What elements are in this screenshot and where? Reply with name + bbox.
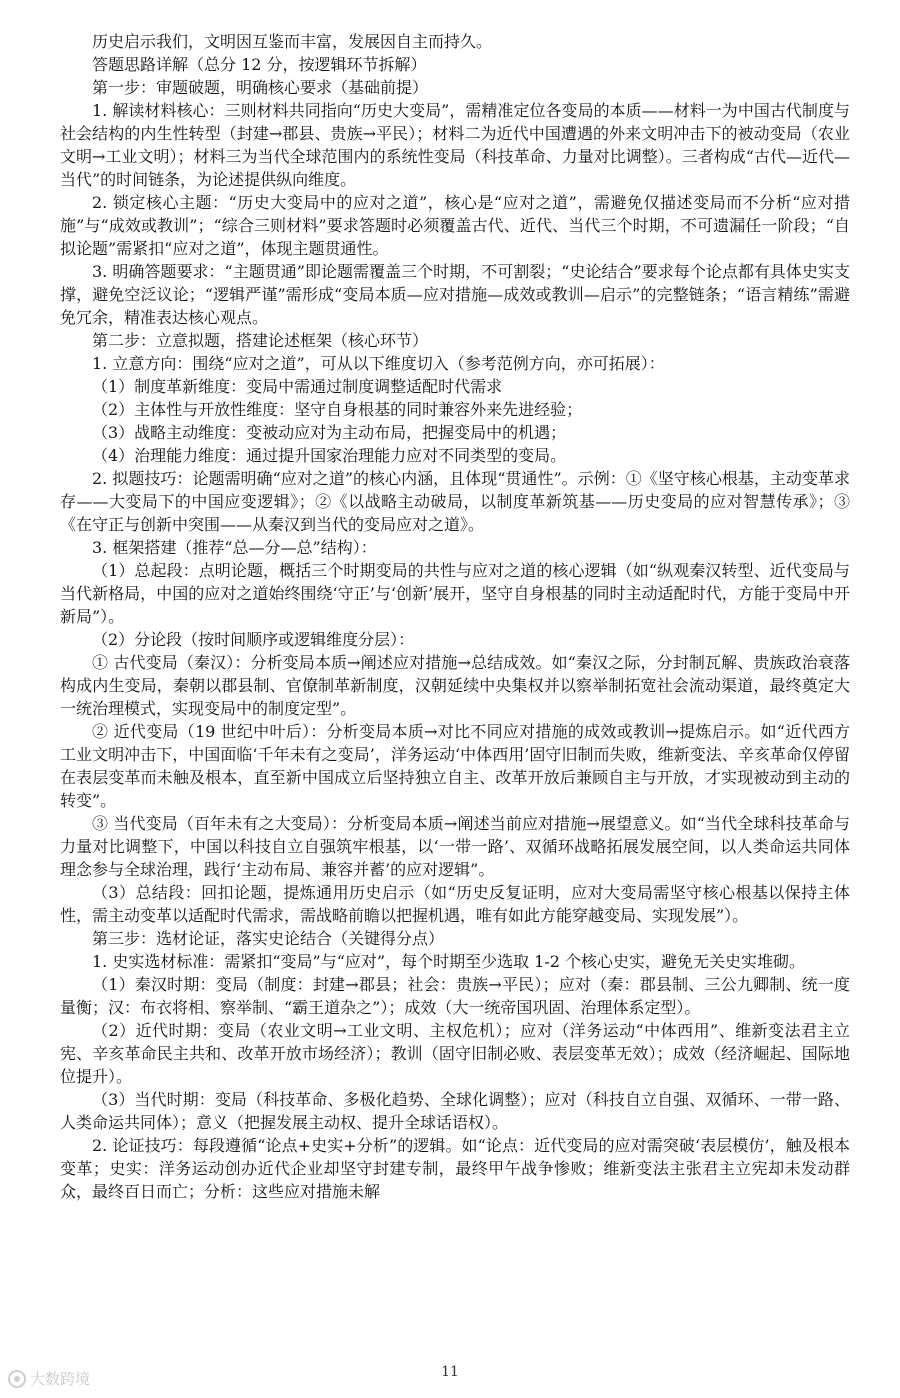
paragraph: 2. 拟题技巧：论题需明确“应对之道”的核心内涵，且体现“贯通性”。示例：①《坚守核心根基，主动变革求存——大变局下的中国应变逻辑》；②《以战略主动破局，以制度革新筑基——历史变局的应对智慧传承》；③《在守正与创新中突围——从秦汉到当代的变局应对之道》。 xyxy=(60,469,850,534)
paragraph: （1）制度革新维度：变局中需通过制度调整适配时代需求 xyxy=(92,377,503,396)
watermark-text: 大数跨境 xyxy=(30,1370,91,1388)
document-body xyxy=(60,30,850,1203)
paragraph: （1）总起段：点明论题，概括三个时期变局的共性与应对之道的核心逻辑（如“纵观秦汉转型、近代变局与当代新格局，中国的应对之道始终围绕‘守正’与‘创新’展开，坚守自身根基的同时主动适配时代，方能于变局中开新局”）。 xyxy=(60,561,850,626)
paragraph: （2）主体性与开放性维度：坚守自身根基的同时兼容外来先进经验； xyxy=(92,400,583,419)
paragraph: 2. 论证技巧：每段遵循“论点+史实+分析”的逻辑。如“论点：近代变局的应对需突破‘表层模仿’，触及根本变革；史实：洋务运动创办近代企业却坚守封建专制，最终甲午战争惨败；维新变法主张君主立宪却未发动群众，最终百日而亡；分析：这些应对措施未解 xyxy=(60,1136,850,1201)
paragraph: （3）当代时期：变局（科技革命、多极化趋势、全球化调整）；应对（科技自立自强、双循环、一带一路、人类命运共同体）；意义（把握发展主动权、提升全球话语权）。 xyxy=(60,1090,850,1132)
paragraph: ① 古代变局（秦汉）：分析变局本质→阐述应对措施→总结成效。如“秦汉之际，分封制瓦解、贵族政治衰落构成内生变局，秦朝以郡县制、官僚制革新制度，汉朝延续中央集权并以察举制拓宽社会流动渠道，最终奠定大一统治理模式，实现变局中的制度定型”。 xyxy=(60,653,850,718)
watermark xyxy=(8,1368,90,1389)
paragraph: （2）分论段（按时间顺序或逻辑维度分层）： xyxy=(92,630,415,649)
paragraph: 3. 框架搭建（推荐“总—分—总”结构）： xyxy=(92,538,377,557)
paragraph: ② 近代变局（19 世纪中叶后）：分析变局本质→对比不同应对措施的成效或教训→提炼启示。如“近代西方工业文明冲击下，中国面临‘千年未有之变局’，洋务运动‘中体西用’固守旧制而失败，维新变法、辛亥革命仅停留在表层变革而未触及根本，直至新中国成立后坚持独立自主、改革开放后兼顾自主与开放，才实现被动到主动的转变”。 xyxy=(60,722,850,810)
paragraph: （1）秦汉时期：变局（制度：封建→郡县；社会：贵族→平民）；应对（秦：郡县制、三公九卿制、统一度量衡；汉：布衣将相、察举制、“霸王道杂之”）；成效（大一统帝国巩固、治理体系定型）。 xyxy=(60,975,850,1017)
paragraph: 1. 解读材料核心：三则材料共同指向“历史大变局”，需精准定位各变局的本质——材料一为中国古代制度与社会结构的内生性转型（封建→郡县、贵族→平民）；材料二为近代中国遭遇的外来文明冲击下的被动变局（农业文明→工业文明）；材料三为当代全球范围内的系统性变局（科技革命、力量对比调整）。三者构成“古代—近代—当代”的时间链条，为论述提供纵向维度。 xyxy=(60,101,850,189)
paragraph: 历史启示我们，文明因互鉴而丰富，发展因自主而持久。 xyxy=(92,32,493,51)
paragraph: 3. 明确答题要求：“主题贯通”即论题需覆盖三个时期，不可割裂；“史论结合”要求每个论点都有具体史实支撑，避免空泛议论；“逻辑严谨”需形成“变局本质—应对措施—成效或教训—启示”的完整链条；“语言精练”需避免冗余，精准表达核心观点。 xyxy=(60,262,850,327)
paragraph: （2）近代时期：变局（农业文明→工业文明、主权危机）；应对（洋务运动“中体西用”、维新变法君主立宪、辛亥革命民主共和、改革开放市场经济）；教训（固守旧制必败、表层变革无效）；成效（经济崛起、国际地位提升）。 xyxy=(60,1021,850,1086)
paragraph: （3）战略主动维度：变被动应对为主动布局，把握变局中的机遇； xyxy=(92,423,567,442)
section-heading: 第三步：选材论证，落实史论结合（关键得分点） xyxy=(92,929,445,948)
paragraph: （4）治理能力维度：通过提升国家治理能力应对不同类型的变局。 xyxy=(92,446,567,465)
section-heading: 答题思路详解（总分 12 分，按逻辑环节拆解） xyxy=(92,55,427,74)
section-heading: 第二步：立意拟题，搭建论述框架（核心环节） xyxy=(92,331,429,350)
paragraph: 1. 史实选材标准：需紧扣“变局”与“应对”，每个时期至少选取 1-2 个核心史实，避免无关史实堆砌。 xyxy=(92,952,806,971)
paragraph: 2. 锁定核心主题：“历史大变局中的应对之道”，核心是“应对之道”，需避免仅描述变局而不分析“应对措施”与“成效或教训”；“综合三则材料”要求答题时必须覆盖古代、近代、当代三个时期，不可遗漏任一阶段；“自拟论题”需紧扣“应对之道”，体现主题贯通性。 xyxy=(60,193,850,258)
section-heading: 第一步：审题破题，明确核心要求（基础前提） xyxy=(92,78,429,97)
paragraph: 1. 立意方向：围绕“应对之道”，可从以下维度切入（参考范例方向，亦可拓展）： xyxy=(92,354,665,373)
page-number: 11 xyxy=(441,1364,459,1380)
paragraph: ③ 当代变局（百年未有之大变局）：分析变局本质→阐述当前应对措施→展望意义。如“当代全球科技革命与力量对比调整下，中国以科技自立自强筑牢根基，以‘一带一路’、双循环战略拓展发展空间，以人类命运共同体理念参与全球治理，践行‘主动布局、兼容并蓄’的应对逻辑”。 xyxy=(60,814,850,879)
paragraph: （3）总结段：回扣论题，提炼通用历史启示（如“历史反复证明，应对大变局需坚守核心根基以保持主体性，需主动变革以适配时代需求，需战略前瞻以把握机遇，唯有如此方能穿越变局、实现发展”）。 xyxy=(60,883,850,925)
watermark-logo-icon xyxy=(8,1370,26,1388)
